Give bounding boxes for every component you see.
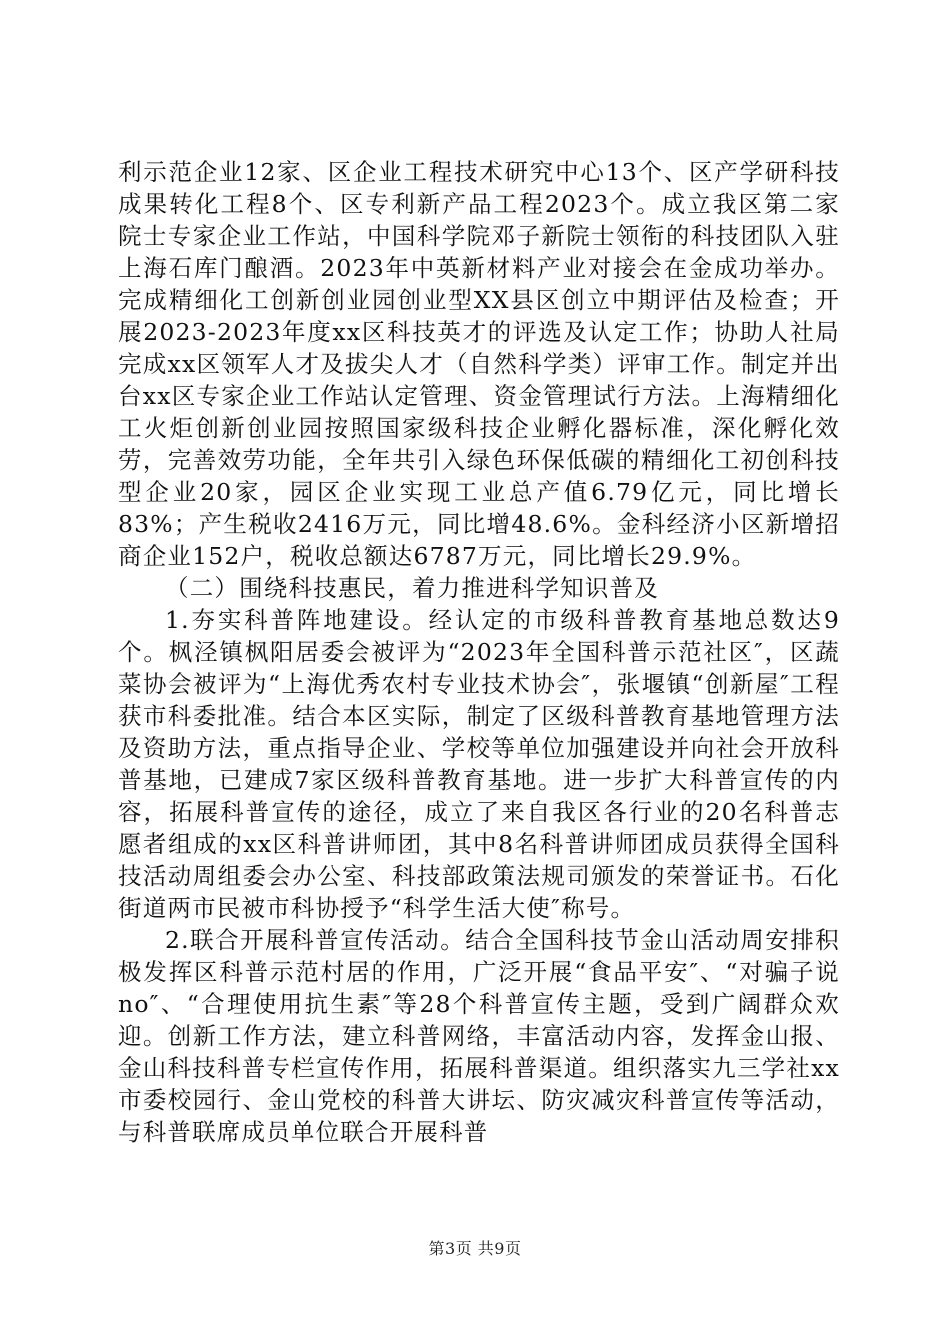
paragraph-achievements: 利示范企业12家、区企业工程技术研究中心13个、区产学研科技成果转化工程8个、区专利新产品工程2023个。成立我区第二家院士专家企业工作站，中国科学院邓子新院士领衔的科技团队入驻上海石库门酿酒。2023年中英新材料产业对接会在金成功举办。完成精细化工创新创业园创业型XX县区创立中期评估及检查；开展2023-2023年度xx区科技英才的评选及认定工作；协助人社局完成xx区领军人才及拔尖人才（自然科学类）评审工作。制定并出台xx区专家企业工作站认定管理、资金管理试行方法。上海精细化工火炬创新创业园按照国家级科技企业孵化器标准，深化孵化效劳，完善效劳功能，全年共引入绿色环保低碳的精细化工初创科技型企业20家，园区企业实现工业总产值6.79亿元，同比增长83%；产生税收2416万元，同比增48.6%。金科经济小区新增招商企业152户，税收总额达6787万元，同比增长29.9%。 <box>118 158 840 570</box>
section-heading: （二）围绕科技惠民，着力推进科学知识普及 <box>165 574 659 602</box>
paragraph-science-bases: 1.夯实科普阵地建设。经认定的市级科普教育基地总数达9个。枫泾镇枫阳居委会被评为“2023年全国科普示范社区″，区蔬菜协会被评为“上海优秀农村专业技术协会″，张堰镇“创新屋″工程获市科委批准。结合本区实际，制定了区级科普教育基地管理方法及资助方法，重点指导企业、学校等单位加强建设并向社会开放科普基地，已建成7家区级科普教育基地。进一步扩大科普宣传的内容，拓展科普宣传的途径，成立了来自我区各行业的20名科普志愿者组成的xx区科普讲师团，其中8名科普讲师团成员获得全国科技活动周组委会办公室、科技部政策法规司颁发的荣誉证书。石化街道两市民被市科协授予“科学生活大使″称号。 <box>118 606 840 922</box>
paragraph-science-promotion: 2.联合开展科普宣传活动。结合全国科技节金山活动周安排积极发挥区科普示范村居的作用，广泛开展“食品平安″、“对骗子说no″、“合理使用抗生素″等28个科普宣传主题，受到广阔群众欢迎。创新工作方法，建立科普网络，丰富活动内容，发挥金山报、金山科技科普专栏宣传作用，拓展科普渠道。组织落实九三学社xx市委校园行、金山党校的科普大讲坛、防灾减灾科普宣传等活动，与科普联席成员单位联合开展科普 <box>118 926 840 1146</box>
page-number-footer: 第3页 共9页 <box>428 1239 522 1258</box>
document-body <box>118 156 840 1148</box>
